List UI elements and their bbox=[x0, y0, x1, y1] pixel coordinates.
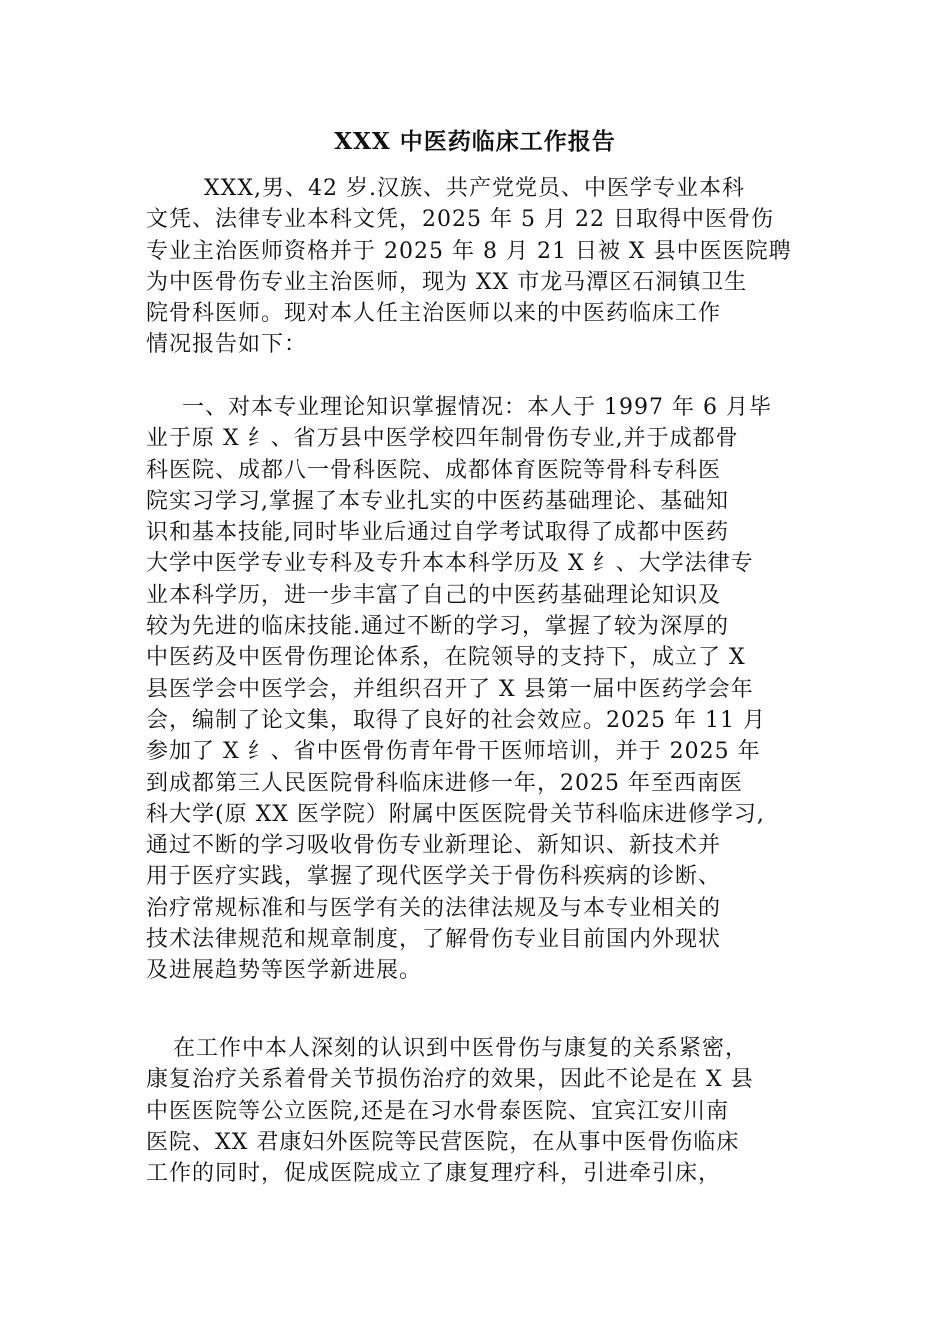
text-line: 业于原 X 纟、省万县中医学校四年制骨伤专业,并于成都骨 bbox=[146, 426, 739, 452]
paragraph-intro bbox=[146, 173, 826, 361]
paragraph-rehabilitation bbox=[146, 1033, 826, 1189]
text-line: XXX,男、42 岁.汉族、共产党党员、中医学专业本科 bbox=[204, 176, 745, 201]
text-line: 技术法律规范和规章制度，了解骨伤专业目前国内外现状 bbox=[146, 927, 722, 953]
text-line: 县医学会中医学会，并组织召开了 X 县第一届中医药学会年 bbox=[146, 676, 754, 702]
text-line: 在工作中本人深刻的认识到中医骨伤与康复的关系紧密， bbox=[173, 1036, 749, 1061]
text-line: 用于医疗实践，掌握了现代医学关于骨伤科疾病的诊断、 bbox=[146, 864, 722, 890]
text-line: 中医药及中医骨伤理论体系，在院领导的支持下，成立了 X bbox=[146, 645, 746, 671]
text-line: 业本科学历，进一步丰富了自己的中医药基础理论知识及 bbox=[146, 582, 722, 608]
document-title: XXX 中医药临床工作报告 bbox=[334, 128, 616, 155]
text-line: 医院、XX 君康妇外医院等民营医院，在从事中医骨伤临床 bbox=[146, 1129, 740, 1155]
text-line: 科医院、成都八一骨科医院、成都体育医院等骨科专科医 bbox=[146, 457, 722, 483]
text-line: 通过不断的学习吸收骨伤专业新理论、新知识、新技术并 bbox=[146, 833, 722, 859]
text-line: 工作的同时，促成医院成立了康复理疗科，引进牵引床， bbox=[146, 1161, 722, 1187]
text-line: 为中医骨伤专业主治医师，现为 XX 市龙马潭区石洞镇卫生 bbox=[146, 269, 748, 295]
text-line: 大学中医学专业专科及专升本本科学历及 X 纟、大学法律专 bbox=[146, 551, 754, 577]
text-line: 文凭、法律专业本科文凭，2025 年 5 月 22 日取得中医骨伤 bbox=[146, 207, 774, 233]
text-line: 专业主治医师资格并于 2025 年 8 月 21 日被 X 县中医医院聘 bbox=[146, 238, 792, 264]
text-line: 较为先进的临床技能.通过不断的学习，掌握了较为深厚的 bbox=[146, 614, 729, 640]
text-line: 识和基本技能,同时毕业后通过自学考试取得了成都中医药 bbox=[146, 520, 729, 546]
text-line: 到成都第三人民医院骨科临床进修一年，2025 年至西南医 bbox=[146, 770, 743, 796]
text-line: 院实习学习,掌握了本专业扎实的中医药基础理论、基础知 bbox=[146, 488, 729, 514]
text-line: 一、对本专业理论知识掌握情况：本人于 1997 年 6 月毕 bbox=[182, 395, 772, 420]
text-line: 会，编制了论文集，取得了良好的社会效应。2025 年 11 月 bbox=[146, 707, 766, 733]
text-line: 及进展趋势等医学新进展。 bbox=[146, 958, 423, 984]
paragraph-theory-knowledge bbox=[146, 392, 826, 987]
text-line: 中医医院等公立医院,还是在习水骨泰医院、宜宾江安川南 bbox=[146, 1098, 729, 1124]
text-line: 科大学(原 XX 医学院）附属中医医院骨关节科临床进修学习, bbox=[146, 801, 765, 827]
text-line: 康复治疗关系着骨关节损伤治疗的效果，因此不论是在 X 县 bbox=[146, 1067, 754, 1093]
text-line: 参加了 X 纟、省中医骨伤青年骨干医师培训，并于 2025 年 bbox=[146, 739, 761, 765]
text-line: 治疗常规标准和与医学有关的法律法规及与本专业相关的 bbox=[146, 895, 722, 921]
text-line: 情况报告如下： bbox=[146, 332, 308, 358]
text-line: 院骨科医师。现对本人任主治医师以来的中医药临床工作 bbox=[146, 301, 722, 327]
